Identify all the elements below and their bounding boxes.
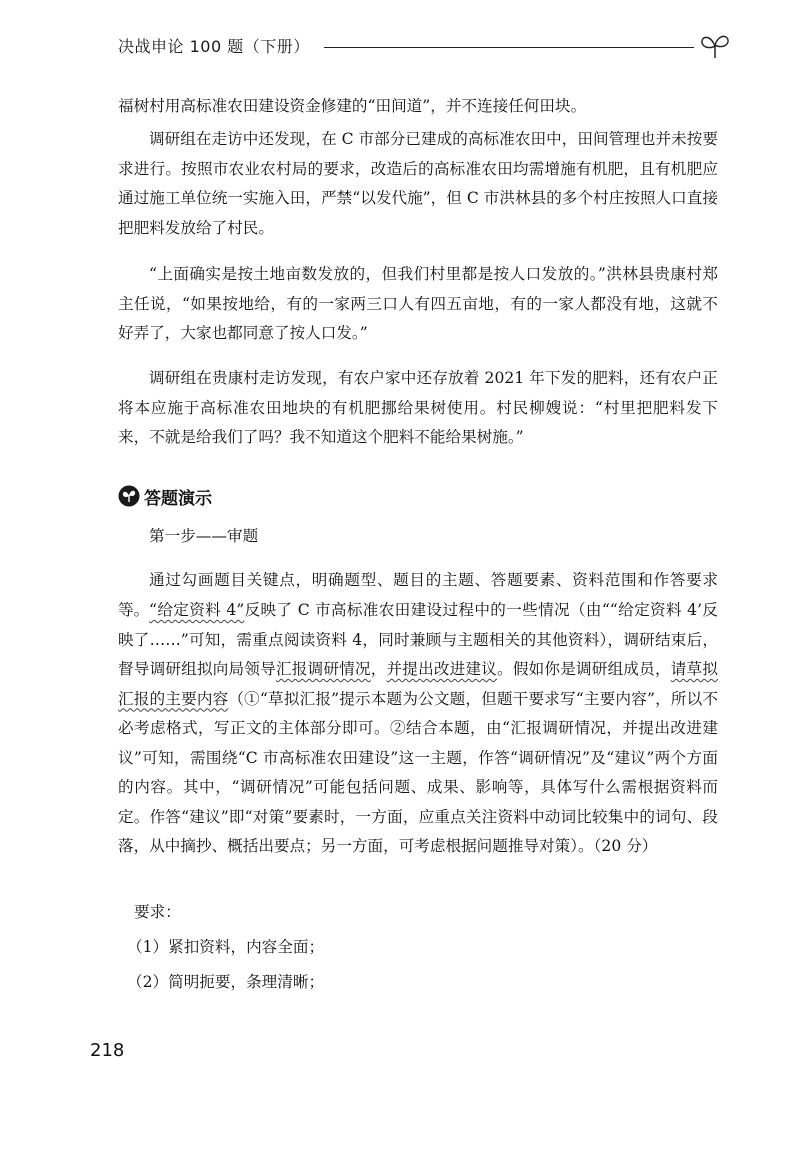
leaf-icon bbox=[118, 485, 140, 507]
section-heading bbox=[118, 484, 212, 508]
header-rule bbox=[324, 47, 694, 48]
requirement-item: （2）简明扼要，条理清晰； bbox=[127, 973, 325, 991]
section-heading-text: 答题演示 bbox=[144, 488, 212, 509]
paragraph-field-management: 调研组在走访中还发现，在 C 市部分已建成的高标准农田中，田间管理也并未按要求进行。按照市农业农村局的要求，改造后的高标准农田均需增施有机肥，且有机肥应通过施工单位统一实施入田，严禁“以发代施”，但 C 市洪林县的多个村庄按照人口直接把肥料发放给了村民。 bbox=[118, 130, 718, 237]
analysis-text: 。假如你是调研组成员， bbox=[497, 660, 671, 678]
wavy-keyword: 请草拟汇报的主要内容 bbox=[118, 660, 718, 708]
step-title: 第一步——审题 bbox=[149, 527, 259, 545]
wavy-keyword: 并提出改进建议 bbox=[386, 660, 498, 678]
header-title: 决战申论 100 题（下册） bbox=[118, 37, 310, 56]
sprout-icon bbox=[698, 30, 732, 60]
requirements-title: 要求： bbox=[134, 903, 181, 921]
page-number: 218 bbox=[90, 1040, 125, 1061]
paragraph-fields: 福树村用高标准农田建设资金修建的“田间道”，并不连接任何田块。 bbox=[118, 97, 587, 115]
analysis-paragraph bbox=[118, 596, 718, 862]
analysis-intro: 通过勾画题目关键点，明确题型、题目的主题、答题要素、资料范围和作答要求等。 bbox=[118, 571, 718, 619]
analysis-text: ， bbox=[370, 660, 387, 678]
analysis-text: 反映了 C 市高标准农田建设过程中的一些情况（由““给定资料 4’反映了……”可知，需重点阅读资料 4，同时兼顾与主题相关的其他资料），调研结束后，督导调研组拟向局领导 bbox=[118, 601, 718, 678]
wavy-keyword: 汇报调研情况 bbox=[275, 660, 371, 678]
wavy-keyword: “给定资料 4” bbox=[149, 601, 245, 619]
analysis-text: （①“草拟汇报”提示本题为公文题，但题干要求写“主要内容”，所以不必考虑格式，写正文的主体部分即可。②结合本题，由“汇报调研情况，并提出改进建议”可知，需围绕“C 市高标准农田建设”这一主题，作答“调研情况”及“建议”两个方面的内容。其中，“调研情况”可能包括问题、成果、影响等，具体写什么需根据资料而定。作答“建议”即“对策”要素时，一方面，应重点关注资料中动词比较集中的词句、段落，从中摘抄、概括出要点；另一方面，可考虑根据问题推导对策）。（20 分） bbox=[118, 689, 718, 855]
page-header bbox=[118, 30, 730, 64]
paragraph-director-quote: “上面确实是按土地亩数发放的，但我们村里都是按人口发放的。”洪林县贵康村郑主任说，“如果按地给，有的一家两三口人有四五亩地，有的一家人都没有地，这就不好弄了，大家也都同意了按人口发。” bbox=[118, 265, 718, 342]
requirement-item: （1）紧扣资料，内容全面； bbox=[127, 938, 325, 956]
paragraph-villager-quote: 调研组在贵康村走访发现，有农户家中还存放着 2021 年下发的肥料，还有农户正将本应施于高标准农田地块的有机肥挪给果树使用。村民柳嫂说：“村里把肥料发下来，不就是给我们了吗？我不知道这个肥料不能给果树施。” bbox=[118, 369, 718, 446]
